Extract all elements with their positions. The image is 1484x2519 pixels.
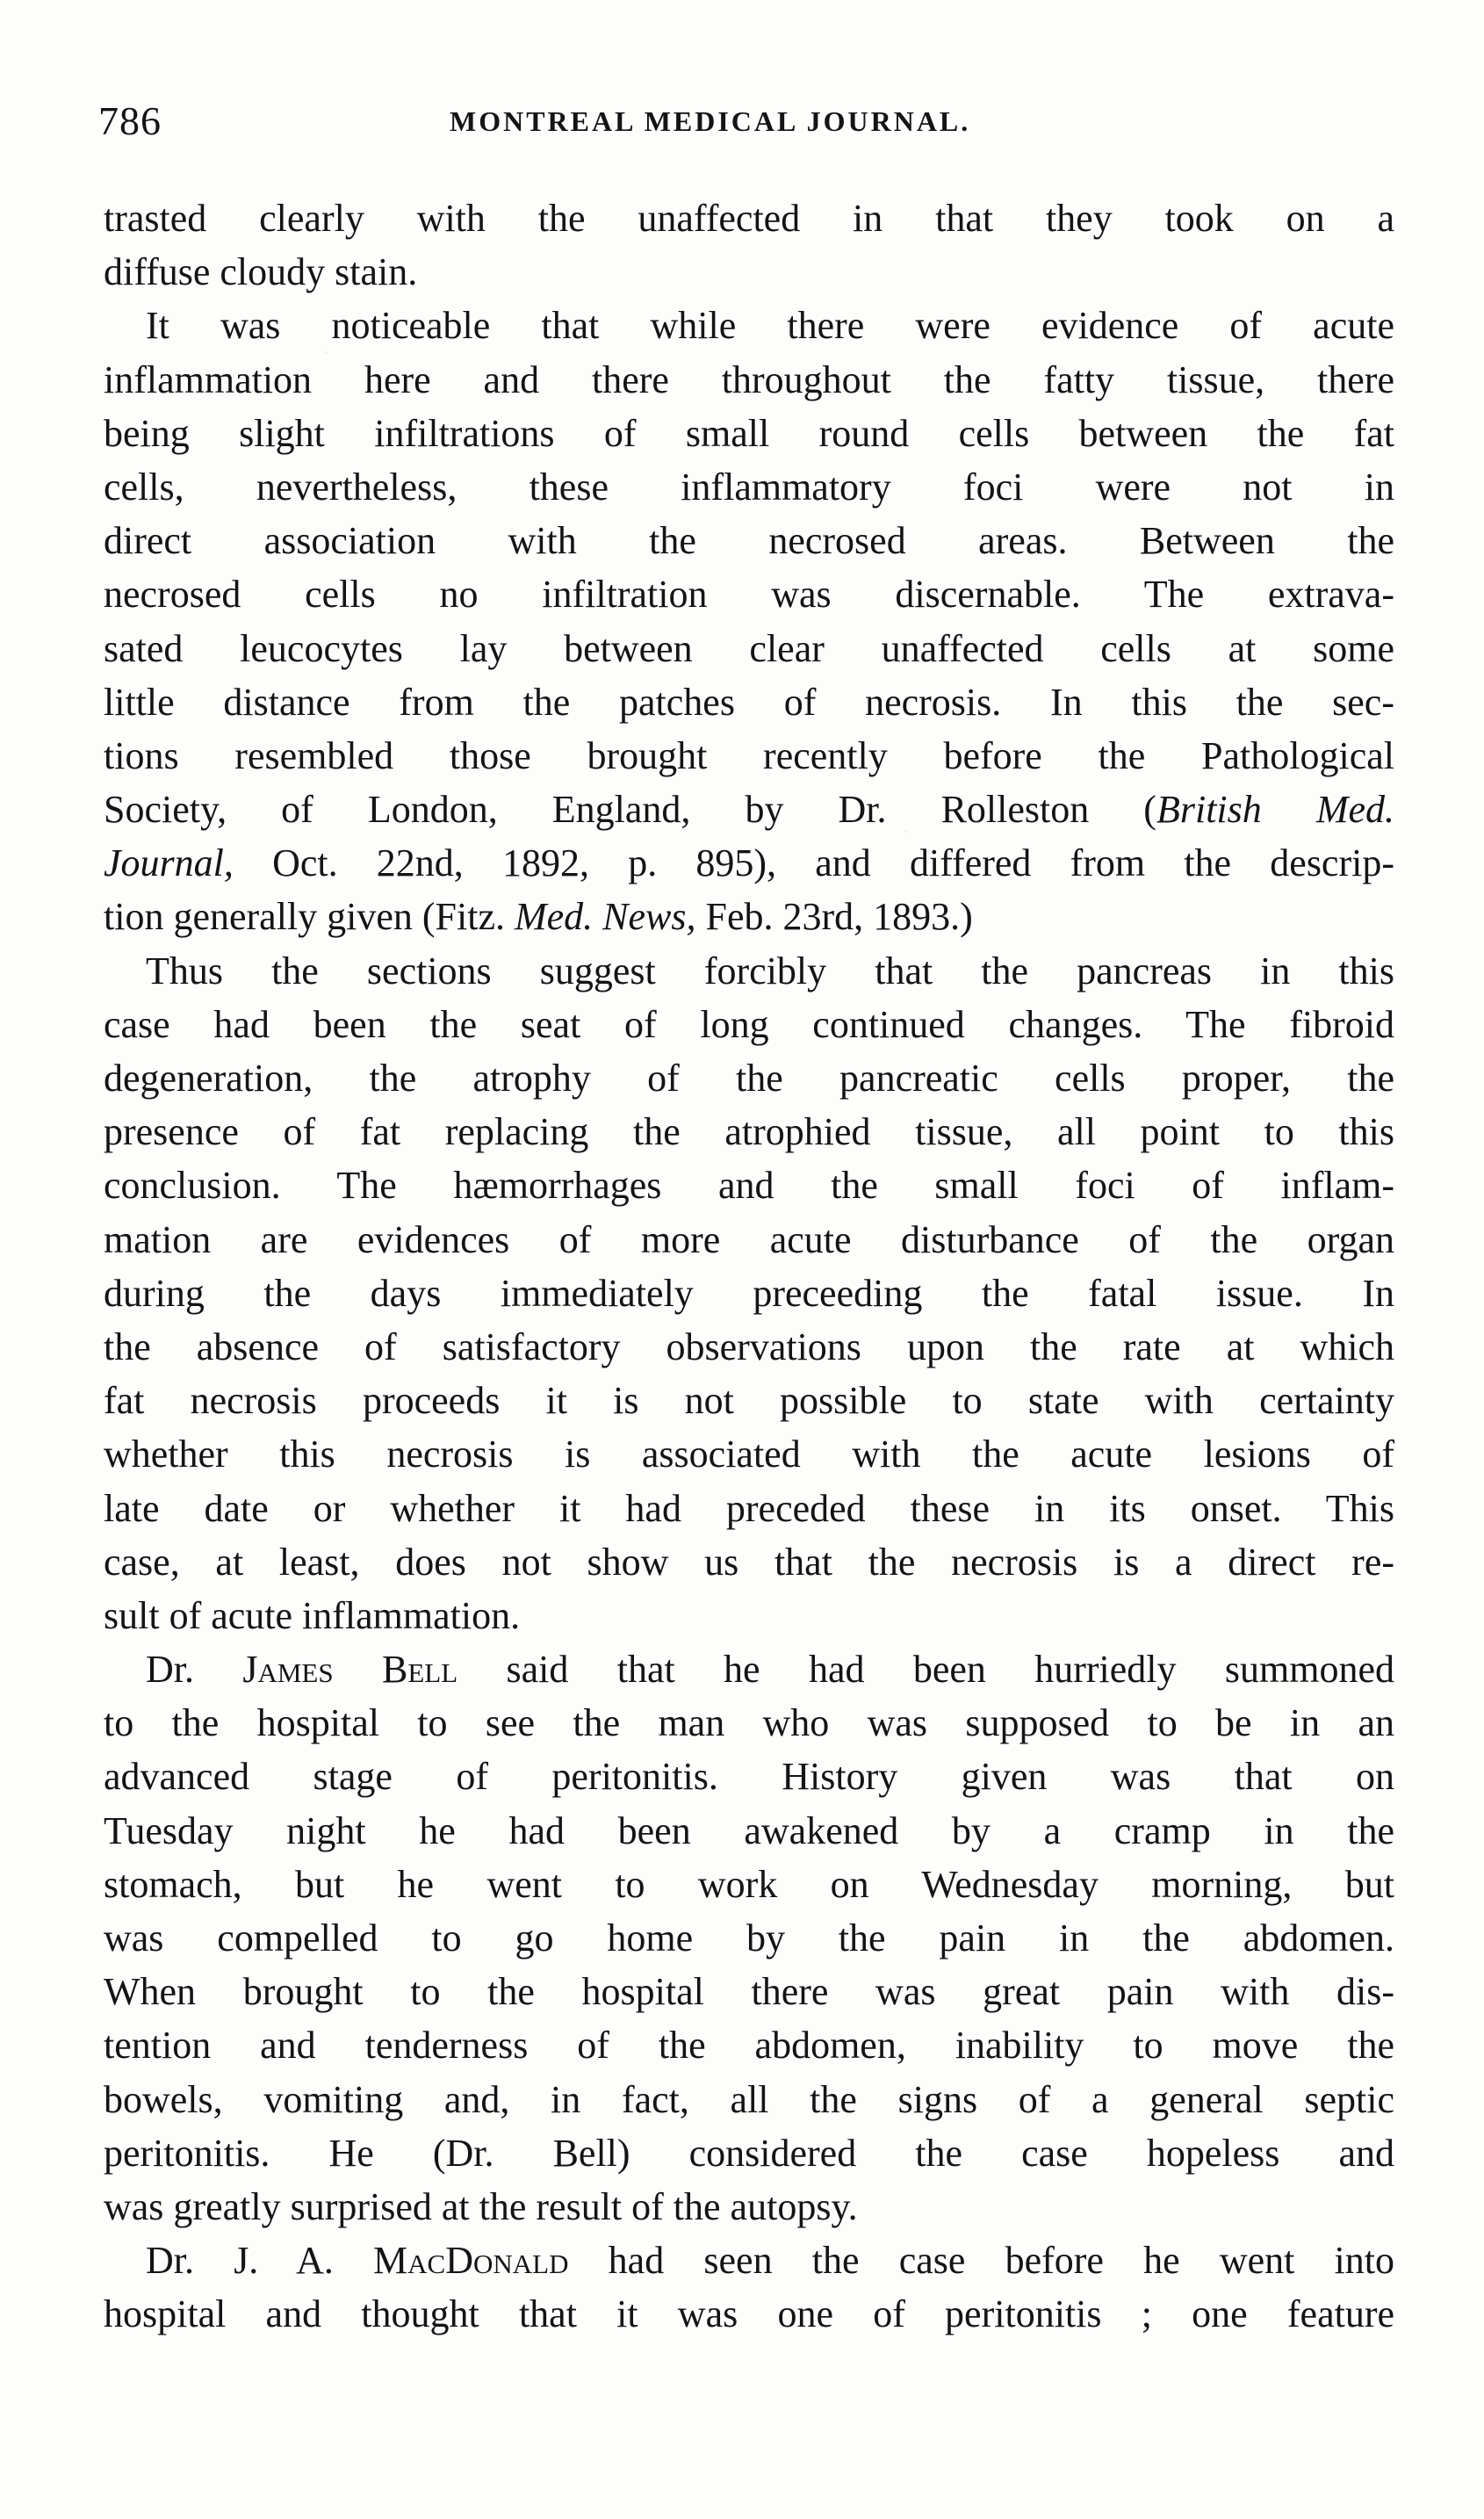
text-line: late date or whether it had preceded these in its onset. This bbox=[104, 1486, 1394, 1530]
speaker-name: J. A. MacDonald bbox=[234, 2239, 569, 2283]
citation-line bbox=[104, 783, 1394, 836]
citation-line bbox=[104, 890, 1394, 943]
text-line: bowels, vomiting and, in fact, all the signs of a general septic bbox=[104, 2077, 1394, 2121]
text-line: case had been the seat of long continued changes. The fibroid bbox=[104, 1002, 1394, 1046]
journal-name-italic: Journal, bbox=[104, 841, 234, 885]
text-line: to the hospital to see the man who was supposed to be in an bbox=[104, 1701, 1394, 1745]
speaker-line bbox=[104, 1642, 1394, 1696]
text-line: whether this necrosis is associated with the acute lesions of bbox=[104, 1433, 1394, 1476]
text-line: trasted clearly with the unaffected in that they took on a bbox=[104, 197, 1394, 240]
line-part: had seen the case before he went into bbox=[568, 2239, 1394, 2283]
text-line: advanced stage of peritonitis. History given was that on bbox=[104, 1755, 1394, 1799]
speaker-line bbox=[104, 2234, 1394, 2287]
line-part: Feb. 23rd, 1893.) bbox=[695, 895, 973, 939]
journal-title: MONTREAL MEDICAL JOURNAL. bbox=[450, 105, 971, 137]
line-part: said that he had been hurriedly summoned bbox=[457, 1648, 1394, 1692]
text-line: sult of acute inflammation. bbox=[104, 1593, 521, 1637]
text-line: peritonitis. He (Dr. Bell) considered the case hopeless and bbox=[104, 2131, 1394, 2175]
text-line: fat necrosis proceeds it is not possible to state with certainty bbox=[104, 1379, 1394, 1423]
text-line: mation are evidences of more acute disturbance of the organ bbox=[104, 1217, 1394, 1261]
line-part: Oct. 22nd, 1892, p. 895), and differed from the descrip- bbox=[233, 841, 1394, 885]
text-line: necrosed cells no infiltration was discernable. The extrava- bbox=[104, 573, 1394, 617]
text-line: degeneration, the atrophy of the pancreatic cells proper, the bbox=[104, 1057, 1394, 1100]
text-line: being slight infiltrations of small round cells between the fat bbox=[104, 411, 1394, 455]
body-text bbox=[104, 191, 1394, 2342]
text-line: When brought to the hospital there was great pain with dis- bbox=[104, 1970, 1394, 2014]
speaker-name: James Bell bbox=[242, 1648, 458, 1692]
paragraph-start-line: It was noticeable that while there were evidence of acute bbox=[146, 304, 1394, 348]
text-line: inflammation here and there throughout the fatty tissue, there bbox=[104, 357, 1394, 401]
text-line: during the days immediately preceeding the fatal issue. In bbox=[104, 1271, 1394, 1315]
line-part: Society, of London, England, by Dr. Rolleston ( bbox=[104, 788, 1156, 832]
citation-line bbox=[104, 836, 1394, 890]
line-part: Dr. bbox=[146, 2239, 234, 2283]
text-line: was compelled to go home by the pain in the abdomen. bbox=[104, 1916, 1394, 1960]
text-line: tions resembled those brought recently before the Pathological bbox=[104, 733, 1394, 777]
running-head bbox=[98, 95, 1380, 148]
text-line: stomach, but he went to work on Wednesday morning, but bbox=[104, 1862, 1394, 1906]
line-part: tion generally given (Fitz. bbox=[104, 895, 515, 939]
journal-name-italic: British Med. bbox=[1156, 788, 1394, 832]
page-number: 786 bbox=[98, 98, 162, 143]
text-line: hospital and thought that it was one of peritonitis ; one feature bbox=[104, 2292, 1394, 2336]
line-part: Dr. bbox=[146, 1648, 243, 1692]
text-line: tention and tenderness of the abdomen, inability to move the bbox=[104, 2024, 1394, 2068]
text-line: conclusion. The hæmorrhages and the small foci of inflam- bbox=[104, 1164, 1394, 1208]
text-line: little distance from the patches of necrosis. In this the sec- bbox=[104, 680, 1394, 724]
journal-name-italic: Med. News, bbox=[515, 895, 696, 939]
text-line: presence of fat replacing the atrophied tissue, all point to this bbox=[104, 1110, 1394, 1154]
text-line: direct association with the necrosed areas. Between the bbox=[104, 519, 1394, 563]
text-line: was greatly surprised at the result of the autopsy. bbox=[104, 2184, 858, 2228]
text-line: Tuesday night he had been awakened by a cramp in the bbox=[104, 1808, 1394, 1852]
text-line: sated leucocytes lay between clear unaffected cells at some bbox=[104, 626, 1394, 670]
text-line: the absence of satisfactory observations upon the rate at which bbox=[104, 1324, 1394, 1368]
text-line: diffuse cloudy stain. bbox=[104, 250, 418, 294]
text-line: cells, nevertheless, these inflammatory foci were not in bbox=[104, 465, 1394, 509]
paragraph-start-line: Thus the sections suggest forcibly that the pancreas in this bbox=[146, 949, 1394, 992]
text-line: case, at least, does not show us that the necrosis is a direct re- bbox=[104, 1540, 1394, 1584]
